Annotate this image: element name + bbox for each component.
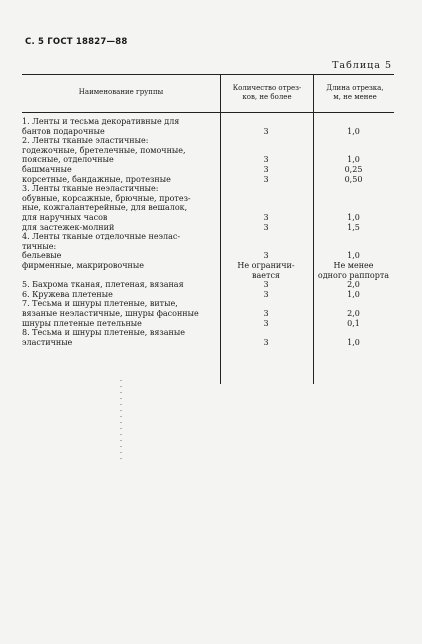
row-count: 3: [263, 251, 269, 261]
row-text: 8. Тесьма и шнуры плетеные, вязаные: [22, 328, 185, 338]
page-header: С. 5 ГОСТ 18827—88: [25, 37, 128, 47]
column-divider-left: [220, 74, 221, 384]
row-length: 2,0: [347, 309, 360, 318]
row-text: корсетные, бандажные, протезные: [22, 174, 171, 184]
row-text: ные, кожгалантерейные, для вешалок,: [22, 203, 188, 213]
row-count: 3: [263, 126, 269, 136]
table-label: Таблица 5: [332, 60, 392, 71]
row-length: 1,0: [347, 126, 360, 136]
row-length: Не менее: [333, 261, 374, 270]
column-divider-right: [313, 74, 314, 384]
row-text: бантов подарочные: [22, 126, 105, 136]
row-length: 1,0: [347, 155, 360, 165]
row-count: 3: [263, 280, 269, 290]
row-count: вается: [252, 270, 280, 280]
row-text: башмачные: [22, 165, 72, 174]
scan-artifact: [120, 380, 122, 460]
row-text: 6. Кружева плетеные: [22, 289, 113, 299]
row-text: для застежек-молний: [22, 222, 115, 232]
row-length: 1,0: [347, 251, 360, 261]
row-count: Не ограничи-: [237, 261, 295, 270]
column-header-length-line-1: Длина отрезка,: [326, 84, 384, 92]
table-header-rule: [22, 112, 394, 113]
row-count: 3: [263, 309, 269, 318]
column-header-length-line-2: м, не менее: [333, 93, 377, 101]
row-count: 3: [263, 222, 269, 232]
row-length: 0,25: [344, 165, 363, 174]
column-header-count-line-2: ков, не более: [242, 93, 292, 101]
column-header-length: [316, 84, 394, 102]
row-text: фирменные, макрировочные: [22, 261, 144, 270]
row-text: эластичные: [22, 337, 73, 347]
row-text: для наручных часов: [22, 213, 108, 222]
row-length: одного раппорта: [317, 270, 390, 280]
row-length: 1,0: [347, 213, 360, 222]
table-top-rule: [22, 74, 394, 75]
column-header-count: [222, 84, 312, 102]
row-text: 5. Бахрома тканая, плетеная, вязаная: [22, 280, 184, 290]
row-count: 3: [263, 165, 269, 174]
row-text: поясные, отделочные: [22, 155, 114, 165]
row-text: бельевые: [22, 251, 62, 261]
row-text: тичные:: [22, 241, 57, 251]
row-text: годежочные, бретелечные, помочные,: [22, 145, 186, 155]
row-count: 3: [263, 337, 269, 347]
row-length: 2,0: [347, 280, 360, 290]
column-header-count-line-1: Количество отрез-: [232, 84, 302, 92]
row-text: обувные, корсажные, брючные, протез-: [22, 193, 191, 203]
row-count: 3: [263, 318, 269, 328]
row-count: 3: [263, 213, 269, 222]
row-text: 4. Ленты тканые отделочные неэлас-: [22, 232, 181, 242]
row-text: 1. Ленты и тесьма декоративные для: [22, 117, 180, 126]
row-count: 3: [263, 155, 269, 165]
row-length: 0,1: [347, 318, 360, 328]
row-text: 3. Ленты тканые неэластичные:: [22, 184, 159, 194]
row-length: 1,5: [347, 222, 360, 232]
row-text: шнуры плетеные петельные: [22, 318, 142, 328]
row-text: 7. Тесьма и шнуры плетеные, витые,: [22, 299, 178, 309]
row-length: 0,50: [344, 174, 363, 184]
column-header-name: Наименование группы: [78, 88, 164, 96]
row-length: 1,0: [347, 337, 360, 347]
row-length: 1,0: [347, 289, 360, 299]
row-text: вязаные неэластичные, шнуры фасонные: [22, 309, 199, 318]
row-count: 3: [263, 174, 269, 184]
row-text: 2. Ленты тканые эластичные:: [22, 136, 149, 146]
row-count: 3: [263, 289, 269, 299]
